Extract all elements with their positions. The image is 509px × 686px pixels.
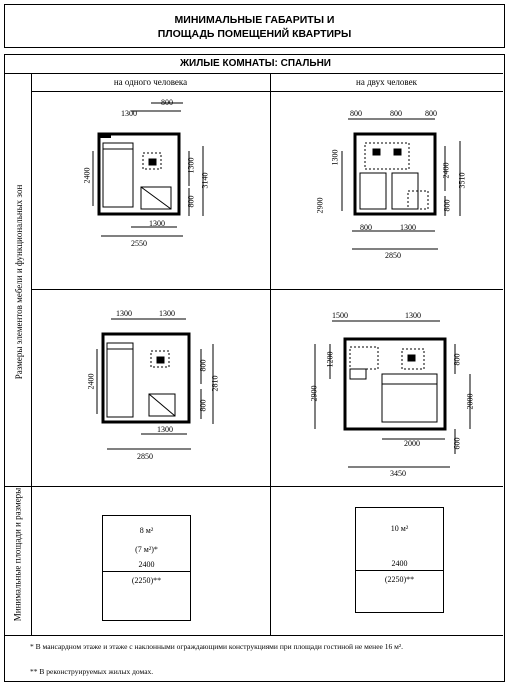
area-box-double xyxy=(355,507,444,613)
dimension-label: 2000 xyxy=(465,393,475,410)
main-table xyxy=(4,54,505,682)
area-alt-value: (7 м²)* xyxy=(135,545,158,554)
dimension-label: 800 xyxy=(161,98,173,107)
dimension-label: 2000 xyxy=(404,439,420,448)
dimension-label: 2900 xyxy=(309,385,319,402)
plan-1-labels xyxy=(31,91,270,289)
width-value: 2400 xyxy=(138,560,155,569)
dimension-label: 800 xyxy=(390,109,402,118)
dimension-label: 2850 xyxy=(137,452,153,461)
dimension-label: 1300 xyxy=(121,109,137,118)
row-label-furniture: Размеры элементов мебели и функциональных зон xyxy=(14,184,24,380)
row-label-area: Минимальные площади и размеры xyxy=(12,487,23,622)
area-value: 10 м² xyxy=(390,524,409,533)
dimension-label: 800 xyxy=(198,359,208,372)
width-alt-value: (2250)** xyxy=(103,571,190,585)
area-box-single xyxy=(102,515,191,621)
dimension-label: 600 xyxy=(452,437,462,450)
dimension-label: 800 xyxy=(198,399,208,412)
dimension-label: 800 xyxy=(425,109,437,118)
divider xyxy=(5,635,503,636)
dimension-label: 2900 xyxy=(315,197,325,214)
dimension-label: 1300 xyxy=(149,219,165,228)
dimension-label: 1300 xyxy=(157,425,173,434)
dimension-label: 800 xyxy=(350,109,362,118)
dimension-label: 1300 xyxy=(400,223,416,232)
divider xyxy=(5,73,503,74)
dimension-label: 1300 xyxy=(116,309,132,318)
width-value: 2400 xyxy=(391,559,408,568)
dimension-label: 800 xyxy=(452,353,462,366)
dimension-label: 2810 xyxy=(210,375,220,392)
title-line-2: ПЛОЩАДЬ ПОМЕЩЕНИЙ КВАРТИРЫ xyxy=(157,28,352,40)
dimension-label: 2400 xyxy=(441,162,451,179)
dimension-label: 1300 xyxy=(405,311,421,320)
dimension-label: 1300 xyxy=(330,149,340,166)
dimension-label: 800 xyxy=(360,223,372,232)
footnote-2: ** В реконструируемых жилых домах. xyxy=(30,667,154,676)
width-alt-value: (2250)** xyxy=(356,570,443,584)
dimension-label: 2850 xyxy=(385,251,401,260)
dimension-label: 3140 xyxy=(200,172,210,189)
column-header-single: на одного человека xyxy=(113,77,188,87)
dimension-label: 2400 xyxy=(82,167,92,184)
dimension-label: 1200 xyxy=(325,351,335,368)
column-header-double: на двух человек xyxy=(356,77,417,87)
plan-2-labels xyxy=(270,91,503,289)
dimension-label: 3510 xyxy=(457,172,467,189)
dimension-label: 800 xyxy=(442,199,452,212)
dimension-label: 3450 xyxy=(390,469,406,478)
dimension-label: 2550 xyxy=(131,239,147,248)
page-title xyxy=(4,4,505,48)
dimension-label: 2400 xyxy=(86,373,96,390)
plan-3-labels xyxy=(31,289,270,486)
section-title: ЖИЛЫЕ КОМНАТЫ: СПАЛЬНИ xyxy=(179,58,331,69)
dimension-label: 1500 xyxy=(332,311,348,320)
plan-4-labels xyxy=(270,289,503,486)
dimension-label: 1300 xyxy=(186,157,196,174)
footnote-1: * В мансардном этаже и этаже с наклонными ограждающими конструкциями при площади гостиной не менее 16 м². xyxy=(30,642,403,651)
area-value: 8 м² xyxy=(139,526,154,535)
dimension-label: 1300 xyxy=(159,309,175,318)
title-line-1: МИНИМАЛЬНЫЕ ГАБАРИТЫ И xyxy=(174,14,335,26)
dimension-label: 800 xyxy=(186,195,196,208)
divider xyxy=(5,486,503,487)
